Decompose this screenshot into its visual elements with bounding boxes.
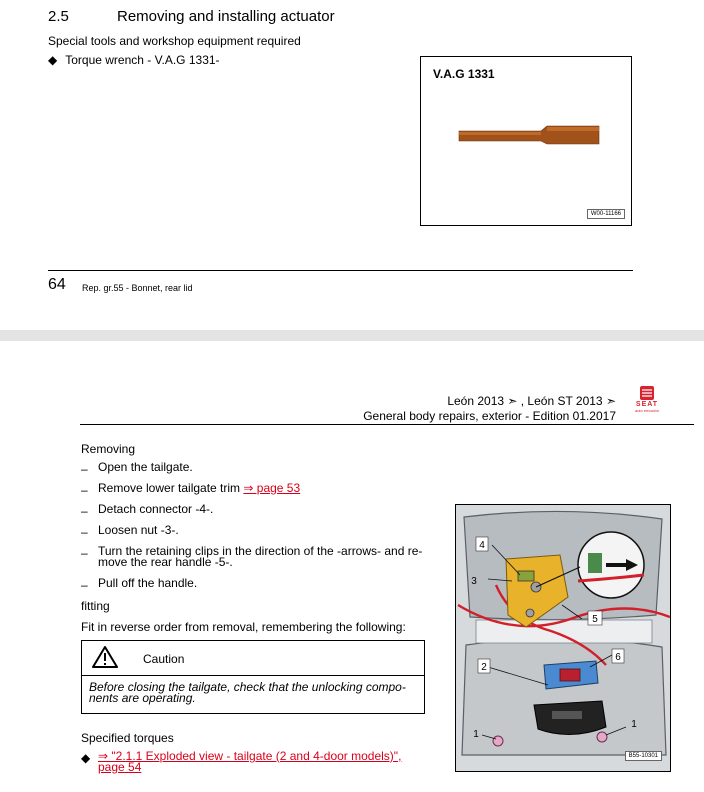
page-footer-text: Rep. gr.55 - Bonnet, rear lid <box>82 283 193 293</box>
list-item: – Detach connector -4-. <box>81 502 214 518</box>
removing-heading: Removing <box>81 442 136 456</box>
caution-divider <box>82 675 424 676</box>
torque-wrench-figure <box>420 56 632 226</box>
callout-4: 4 <box>479 540 485 551</box>
torque-heading: Specified torques <box>81 731 174 745</box>
torque-wrench-icon <box>457 123 607 153</box>
list-item: – Turn the retaining clips in the direction of the -arrows- and re-move the rear handle -5-. <box>81 544 423 569</box>
callout-1: 1 <box>631 719 637 730</box>
footer-rule <box>48 270 633 271</box>
fitting-text: Fit in reverse order from removal, remembering the following: <box>81 620 406 634</box>
page-link[interactable]: ⇒ page 53 <box>243 481 301 495</box>
bullet-icon: ◆ <box>81 751 91 765</box>
list-item: – Pull off the handle. <box>81 576 198 592</box>
tool-list-item <box>48 53 220 67</box>
caution-text: Before closing the tailgate, check that the unlocking compo-nents are operating. <box>89 680 406 705</box>
list-item: – Open the tailgate. <box>81 460 193 476</box>
list-item: – Loosen nut -3-. <box>81 523 179 539</box>
section-title: Removing and installing actuator <box>117 8 335 25</box>
tailgate-handle-figure <box>455 504 671 772</box>
logo-name: SEAT <box>635 401 659 408</box>
header-model-line: León 2013 ➣ , León ST 2013 ➣ <box>447 394 616 408</box>
logo-tagline: auto emoción <box>634 408 659 413</box>
figure-code: W00-11166 <box>587 209 625 219</box>
seat-logo <box>622 385 672 413</box>
header-sub-line: General body repairs, exterior - Edition 01.2017 <box>363 409 616 423</box>
tailgate-illustration <box>456 505 671 772</box>
callout-3: 3 <box>471 576 477 587</box>
seat-logo-icon <box>639 385 655 401</box>
caution-box <box>81 640 425 714</box>
exploded-view-link[interactable]: ⇒ "2.1.1 Exploded view - tailgate (2 and 4-door models)", page 54 <box>98 749 402 774</box>
caution-title: Caution <box>143 652 185 666</box>
tools-heading: Special tools and workshop equipment required <box>48 34 301 48</box>
callout-5: 5 <box>592 614 598 625</box>
section-number: 2.5 <box>48 8 69 25</box>
header-rule <box>80 424 694 425</box>
callout-1: 1 <box>473 729 479 740</box>
page-separator <box>0 330 704 341</box>
figure-label: V.A.G 1331 <box>433 67 495 81</box>
tool-name: Torque wrench - V.A.G 1331- <box>65 53 220 67</box>
list-item: – Remove lower tailgate trim ⇒ page 53 <box>81 481 301 497</box>
figure-code: B55-10301 <box>625 751 662 761</box>
warning-icon <box>92 645 118 669</box>
torque-list-item <box>81 751 428 773</box>
fitting-heading: fitting <box>81 599 110 613</box>
page-number: 64 <box>48 276 66 293</box>
callout-6: 6 <box>615 652 621 663</box>
bullet-icon: ◆ <box>48 53 58 67</box>
callout-2: 2 <box>481 662 487 673</box>
